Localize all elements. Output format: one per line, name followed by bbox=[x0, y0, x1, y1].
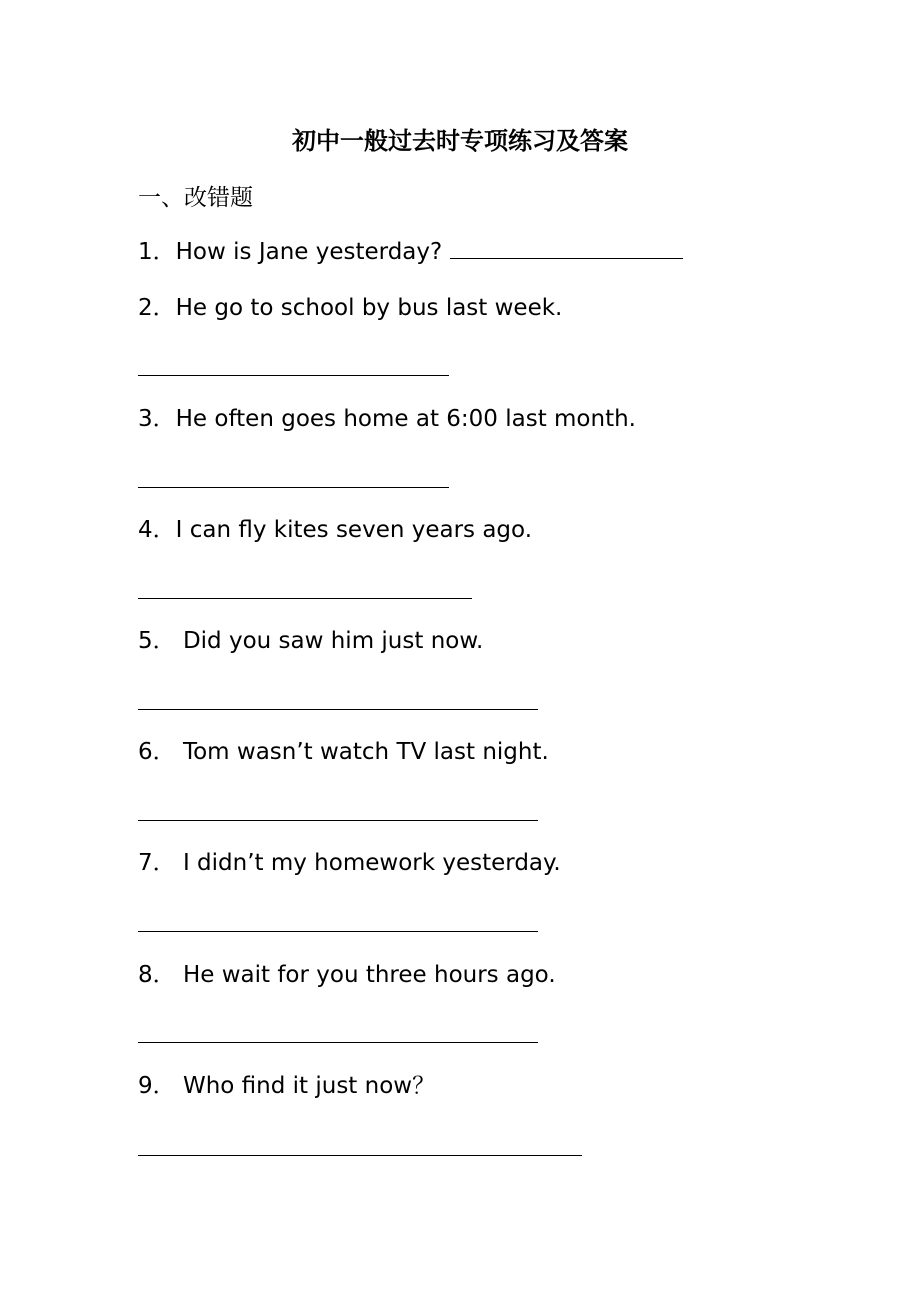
question-number: 2． bbox=[138, 295, 176, 321]
question-number: 4． bbox=[138, 517, 176, 543]
question-number: 6． bbox=[138, 739, 176, 765]
page-title: 初中一般过去时专项练习及答案 bbox=[292, 127, 628, 155]
question-text: I didn’t my homework yesterday. bbox=[175, 850, 561, 876]
answer-blank[interactable] bbox=[138, 1042, 538, 1043]
question-number: 1． bbox=[138, 239, 176, 265]
question-text: Who find it just now？ bbox=[175, 1073, 436, 1099]
question-number: 7． bbox=[138, 850, 176, 876]
question-number: 8． bbox=[138, 962, 176, 988]
answer-blank[interactable] bbox=[138, 709, 538, 710]
answer-blank[interactable] bbox=[138, 931, 538, 932]
answer-blank[interactable] bbox=[450, 236, 683, 259]
question-text: He often goes home at 6:00 last month. bbox=[175, 406, 636, 432]
answer-blank[interactable] bbox=[138, 487, 449, 488]
question-7 bbox=[138, 847, 561, 879]
question-6 bbox=[138, 736, 549, 768]
question-4 bbox=[138, 514, 532, 546]
question-9 bbox=[138, 1070, 435, 1102]
question-text: How is Jane yesterday? bbox=[175, 239, 443, 265]
question-text: I can fly kites seven years ago. bbox=[175, 517, 533, 543]
question-text: He wait for you three hours ago. bbox=[175, 962, 556, 988]
question-5 bbox=[138, 625, 483, 657]
question-2 bbox=[138, 292, 562, 324]
answer-blank[interactable] bbox=[138, 820, 538, 821]
question-text: Did you saw him just now. bbox=[175, 628, 484, 654]
answer-blank[interactable] bbox=[138, 598, 472, 599]
answer-blank[interactable] bbox=[138, 1155, 582, 1156]
question-8 bbox=[138, 959, 556, 991]
question-text: He go to school by bus last week. bbox=[175, 295, 563, 321]
question-text: Tom wasn’t watch TV last night. bbox=[175, 739, 549, 765]
section-heading: 一、改错题 bbox=[138, 185, 253, 211]
question-number: 5． bbox=[138, 628, 176, 654]
question-1 bbox=[138, 236, 683, 268]
question-number: 3． bbox=[138, 406, 176, 432]
answer-blank[interactable] bbox=[138, 375, 449, 376]
question-3 bbox=[138, 403, 636, 435]
question-number: 9． bbox=[138, 1073, 176, 1099]
